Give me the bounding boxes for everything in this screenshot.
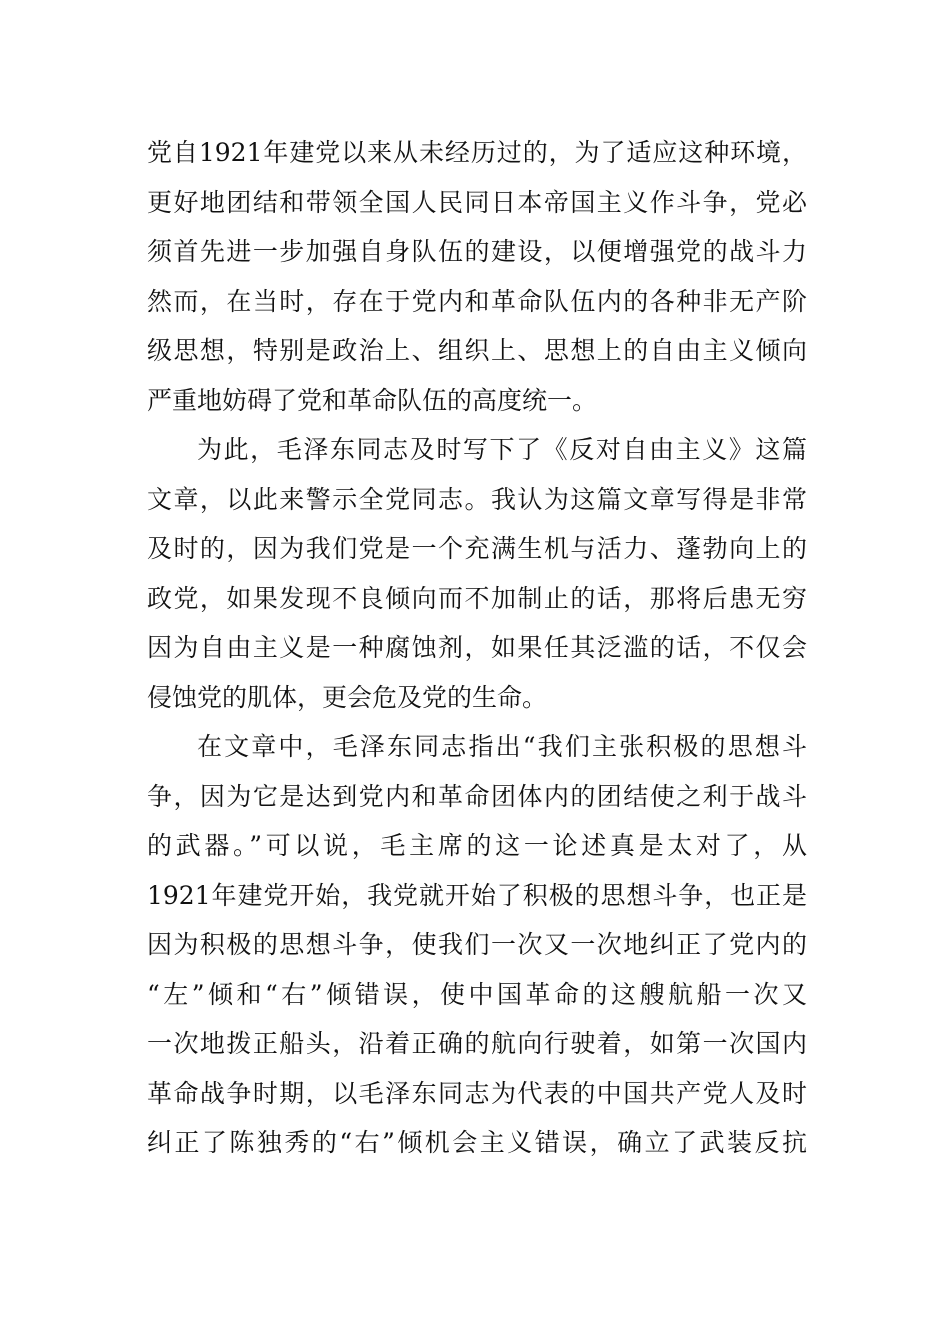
text-line: 1921年建党开始，我党就开始了积极的思想斗争，也正是	[147, 880, 807, 910]
paragraph-first-line: 在文章中，毛泽东同志指出“我们主张积极的思想斗	[197, 732, 807, 761]
text-line: 政党，如果发现不良倾向而不加制止的话，那将后患无穷	[147, 583, 807, 613]
text-line: 因为积极的思想斗争，使我们一次又一次地纠正了党内的	[147, 930, 807, 959]
text-line: 的武器。”可以说，毛主席的这一论述真是太对了，从	[147, 831, 807, 860]
text-line: 然而，在当时，存在于党内和革命队伍内的各种非无产阶	[147, 286, 807, 316]
text-line: 级思想，特别是政治上、组织上、思想上的自由主义倾向	[147, 336, 807, 365]
text-line: 争，因为它是达到党内和革命团体内的团结使之利于战斗	[147, 781, 807, 811]
text-line: 纠正了陈独秀的“右”倾机会主义错误，确立了武装反抗	[147, 1128, 807, 1157]
body-text	[147, 128, 807, 1168]
text-line: 严重地妨碍了党和革命队伍的高度统一。	[147, 385, 598, 415]
text-line: “左”倾和“右”倾错误，使中国革命的这艘航船一次又	[147, 979, 807, 1009]
text-line: 文章，以此来警示全党同志。我认为这篇文章写得是非常	[147, 484, 807, 514]
text-line: 及时的，因为我们党是一个充满生机与活力、蓬勃向上的	[147, 534, 807, 563]
paragraph-first-line: 为此，毛泽东同志及时写下了《反对自由主义》这篇	[197, 435, 807, 464]
text-line: 一次地拨正船头，沿着正确的航向行驶着，如第一次国内	[147, 1029, 807, 1058]
text-line: 须首先进一步加强自身队伍的建设，以便增强党的战斗力	[147, 237, 807, 266]
text-line: 更好地团结和带领全国人民同日本帝国主义作斗争，党必	[147, 187, 807, 217]
text-line: 因为自由主义是一种腐蚀剂，如果任其泛滥的话，不仅会	[147, 633, 807, 662]
text-line: 党自1921年建党以来从未经历过的，为了适应这种环境，	[147, 138, 807, 167]
text-line: 革命战争时期，以毛泽东同志为代表的中国共产党人及时	[147, 1078, 807, 1108]
text-line: 侵蚀党的肌体，更会危及党的生命。	[147, 682, 548, 712]
